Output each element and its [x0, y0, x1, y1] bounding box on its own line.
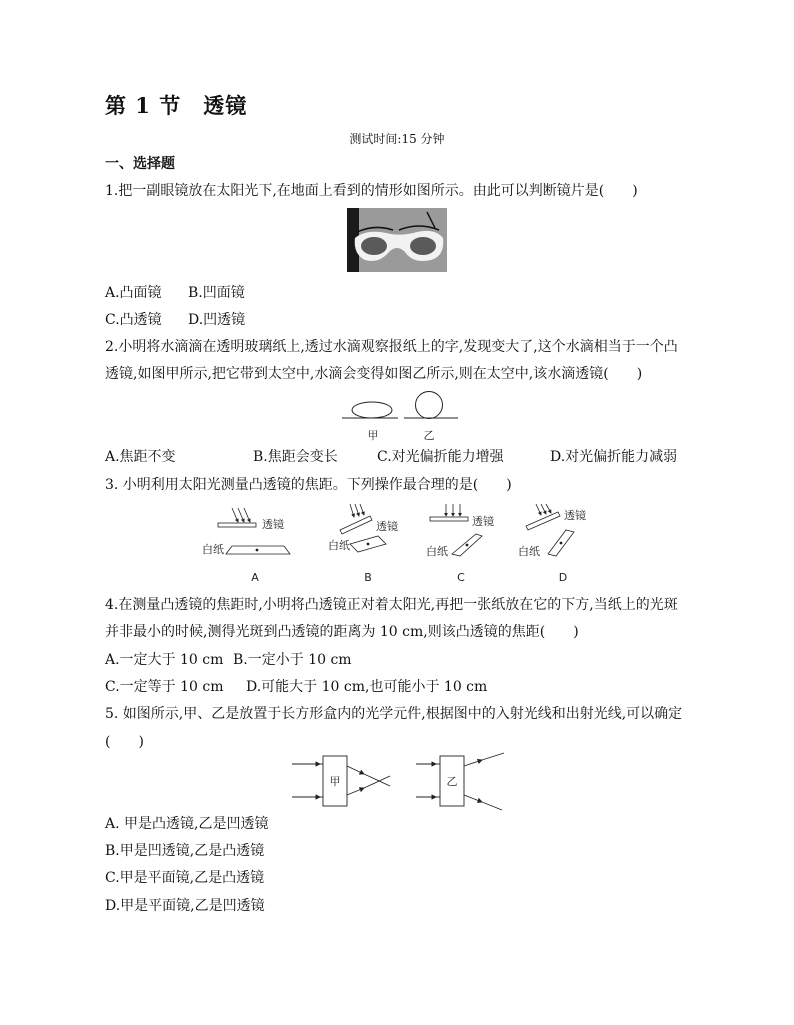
q2-stem-line1: 2.小明将水滴滴在透明玻璃纸上,透过水滴观察报纸上的字,发现变大了,这个水滴相当于一个凸	[105, 339, 678, 355]
q2-label-jia: 甲	[367, 429, 379, 442]
q1-option-d: D.凹透镜	[188, 312, 246, 328]
q3-a-paper-label: 白纸	[202, 543, 224, 556]
q5-box-jia	[292, 756, 390, 806]
q1-glasses-photo	[347, 208, 447, 272]
q3-b-lens-label: 透镜	[376, 520, 398, 533]
q2-label-yi: 乙	[423, 429, 435, 442]
q3-b-paper-label: 白纸	[328, 539, 350, 552]
q5-label-jia: 甲	[329, 775, 341, 788]
test-time: 测试时间:15 分钟	[349, 132, 445, 146]
q3-d-lens-label: 透镜	[564, 509, 586, 522]
q5-label-yi: 乙	[446, 775, 458, 788]
q1-stem: 1.把一副眼镜放在太阳光下,在地面上看到的情形如图所示。由此可以判断镜片是( )	[105, 183, 638, 199]
q3-setup-d	[518, 504, 586, 584]
q3-stem: 3. 小明利用太阳光测量凸透镜的焦距。下列操作最合理的是( )	[105, 477, 512, 493]
q4-option-c: C.一定等于 10 cm	[105, 679, 224, 695]
q5-option-a: A. 甲是凸透镜,乙是凹透镜	[105, 816, 269, 832]
q3-c-paper-label: 白纸	[426, 545, 448, 558]
q3-setup-a	[202, 508, 290, 584]
q2-water-drop-figure	[340, 388, 460, 446]
q3-setup-c	[426, 504, 494, 584]
q1-option-b: B.凹面镜	[188, 285, 245, 301]
q3-lens-setups-figure	[200, 500, 600, 590]
q5-option-c: C.甲是平面镜,乙是凸透镜	[105, 870, 265, 886]
q3-letter-d: D	[558, 571, 568, 584]
q2-option-c: C.对光偏折能力增强	[377, 449, 504, 465]
q4-stem-line1: 4.在测量凸透镜的焦距时,小明将凸透镜正对着太阳光,再把一张纸放在它的下方,当纸上的光斑	[105, 597, 678, 613]
q3-c-lens-label: 透镜	[472, 515, 494, 528]
q3-setup-b	[328, 504, 398, 584]
q2-option-d: D.对光偏折能力减弱	[550, 449, 678, 465]
q5-optical-box-figure	[290, 752, 510, 814]
q3-letter-c: C	[457, 571, 465, 584]
q3-letter-a: A	[251, 571, 259, 584]
q2-stem-line2: 透镜,如图甲所示,把它带到太空中,水滴会变得如图乙所示,则在太空中,该水滴透镜( )	[105, 366, 643, 382]
q3-d-paper-label: 白纸	[518, 545, 540, 558]
q4-option-b: B.一定小于 10 cm	[233, 652, 352, 668]
q5-option-b: B.甲是凹透镜,乙是凸透镜	[105, 843, 265, 859]
q4-option-a: A.一定大于 10 cm	[105, 652, 224, 668]
q3-a-lens-label: 透镜	[262, 518, 284, 531]
q1-option-c: C.凸透镜	[105, 312, 162, 328]
q4-option-d: D.可能大于 10 cm,也可能小于 10 cm	[246, 679, 488, 695]
q3-letter-b: B	[364, 571, 372, 584]
q2-option-b: B.焦距会变长	[253, 449, 338, 465]
q5-stem-line2: ( )	[105, 734, 144, 750]
q1-option-a: A.凸面镜	[105, 285, 162, 301]
q5-option-d: D.甲是平面镜,乙是凹透镜	[105, 898, 265, 914]
q2-option-a: A.焦距不变	[105, 449, 176, 465]
page-title: 第 1 节 透镜	[105, 93, 248, 118]
q5-box-yi	[416, 753, 504, 810]
q4-stem-line2: 并非最小的时候,测得光斑到凸透镜的距离为 10 cm,则该凸透镜的焦距( )	[105, 624, 579, 640]
section-heading: 一、选择题	[105, 156, 175, 172]
q5-stem-line1: 5. 如图所示,甲、乙是放置于长方形盒内的光学元件,根据图中的入射光线和出射光线,可以确定	[105, 706, 683, 722]
